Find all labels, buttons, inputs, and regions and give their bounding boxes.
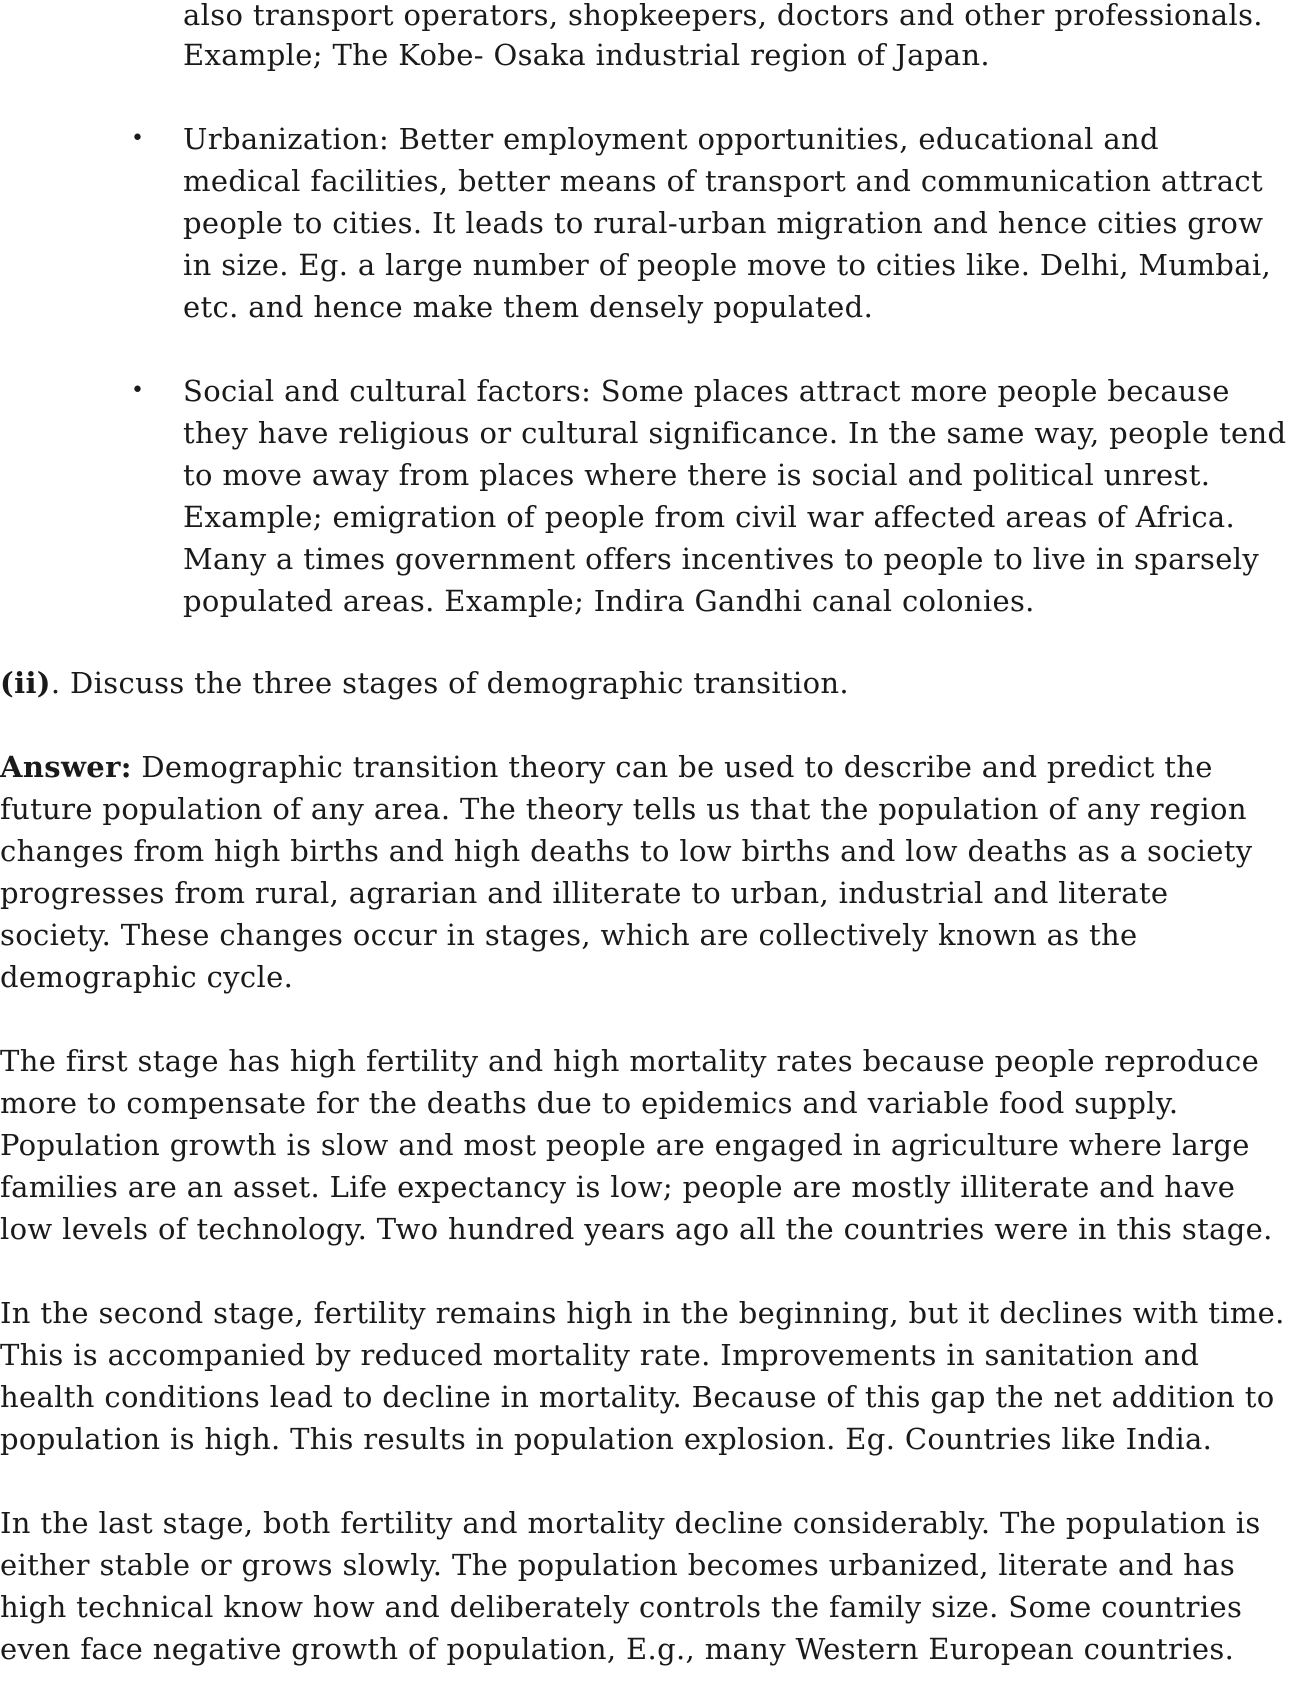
paragraph-line: Population growth is slow and most people are engaged in agriculture where large	[0, 1128, 1250, 1162]
bullet-line: in size. Eg. a large number of people move to cities like. Delhi, Mumbai,	[183, 248, 1272, 282]
bullet-line: they have religious or cultural significance. In the same way, people tend	[183, 416, 1287, 450]
paragraph-line: low levels of technology. Two hundred years ago all the countries were in this stage.	[0, 1212, 1273, 1246]
bullet-marker: •	[131, 378, 144, 403]
bullet-line: Example; emigration of people from civil war affected areas of Africa.	[183, 500, 1236, 534]
paragraph-line: In the second stage, fertility remains high in the beginning, but it declines with time.	[0, 1296, 1285, 1330]
answer-text: Demographic transition theory can be used to describe and predict the	[131, 750, 1213, 784]
paragraph-line: In the last stage, both fertility and mortality decline considerably. The population is	[0, 1506, 1261, 1540]
bullet-line: Social and cultural factors: Some places attract more people because	[183, 374, 1230, 408]
bullet-line: Many a times government offers incentives to people to live in sparsely	[183, 542, 1260, 576]
paragraph-line: population is high. This results in population explosion. Eg. Countries like India.	[0, 1422, 1213, 1456]
bullet-line: to move away from places where there is social and political unrest.	[183, 458, 1211, 492]
paragraph-line: either stable or grows slowly. The population becomes urbanized, literate and has	[0, 1548, 1236, 1582]
answer-line: society. These changes occur in stages, which are collectively known as the	[0, 918, 1138, 952]
bullet-marker: •	[131, 126, 144, 151]
bullet-line: medical facilities, better means of transport and communication attract	[183, 164, 1263, 198]
question-text: . Discuss the three stages of demographic transition.	[50, 666, 849, 700]
bullet-line: people to cities. It leads to rural-urban migration and hence cities grow	[183, 206, 1264, 240]
paragraph-line: even face negative growth of population, E.g., many Western European countries.	[0, 1632, 1235, 1666]
paragraph-line: This is accompanied by reduced mortality rate. Improvements in sanitation and	[0, 1338, 1200, 1372]
question-number: (ii)	[0, 666, 51, 700]
paragraph-line: The first stage has high fertility and high mortality rates because people reproduce	[0, 1044, 1260, 1078]
answer-line: demographic cycle.	[0, 960, 294, 994]
paragraph-line: high technical know how and deliberately controls the family size. Some countries	[0, 1590, 1243, 1624]
bullet-line: etc. and hence make them densely populated.	[183, 290, 874, 324]
continuation-line: also transport operators, shopkeepers, doctors and other professionals.	[183, 0, 1263, 32]
paragraph-line: families are an asset. Life expectancy is low; people are mostly illiterate and have	[0, 1170, 1236, 1204]
question	[0, 662, 849, 704]
paragraph-line: health conditions lead to decline in mortality. Because of this gap the net addition to	[0, 1380, 1275, 1414]
answer-line: progresses from rural, agrarian and illiterate to urban, industrial and literate	[0, 876, 1169, 910]
answer-label: Answer:	[0, 750, 132, 784]
answer-line: changes from high births and high deaths to low births and low deaths as a society	[0, 834, 1253, 868]
continuation-line: Example; The Kobe- Osaka industrial region of Japan.	[183, 38, 990, 72]
answer-line: future population of any area. The theory tells us that the population of any region	[0, 792, 1247, 826]
paragraph-line: more to compensate for the deaths due to epidemics and variable food supply.	[0, 1086, 1179, 1120]
bullet-line: populated areas. Example; Indira Gandhi canal colonies.	[183, 584, 1035, 618]
bullet-line: Urbanization: Better employment opportunities, educational and	[183, 122, 1159, 156]
answer-first-line	[0, 746, 1213, 788]
